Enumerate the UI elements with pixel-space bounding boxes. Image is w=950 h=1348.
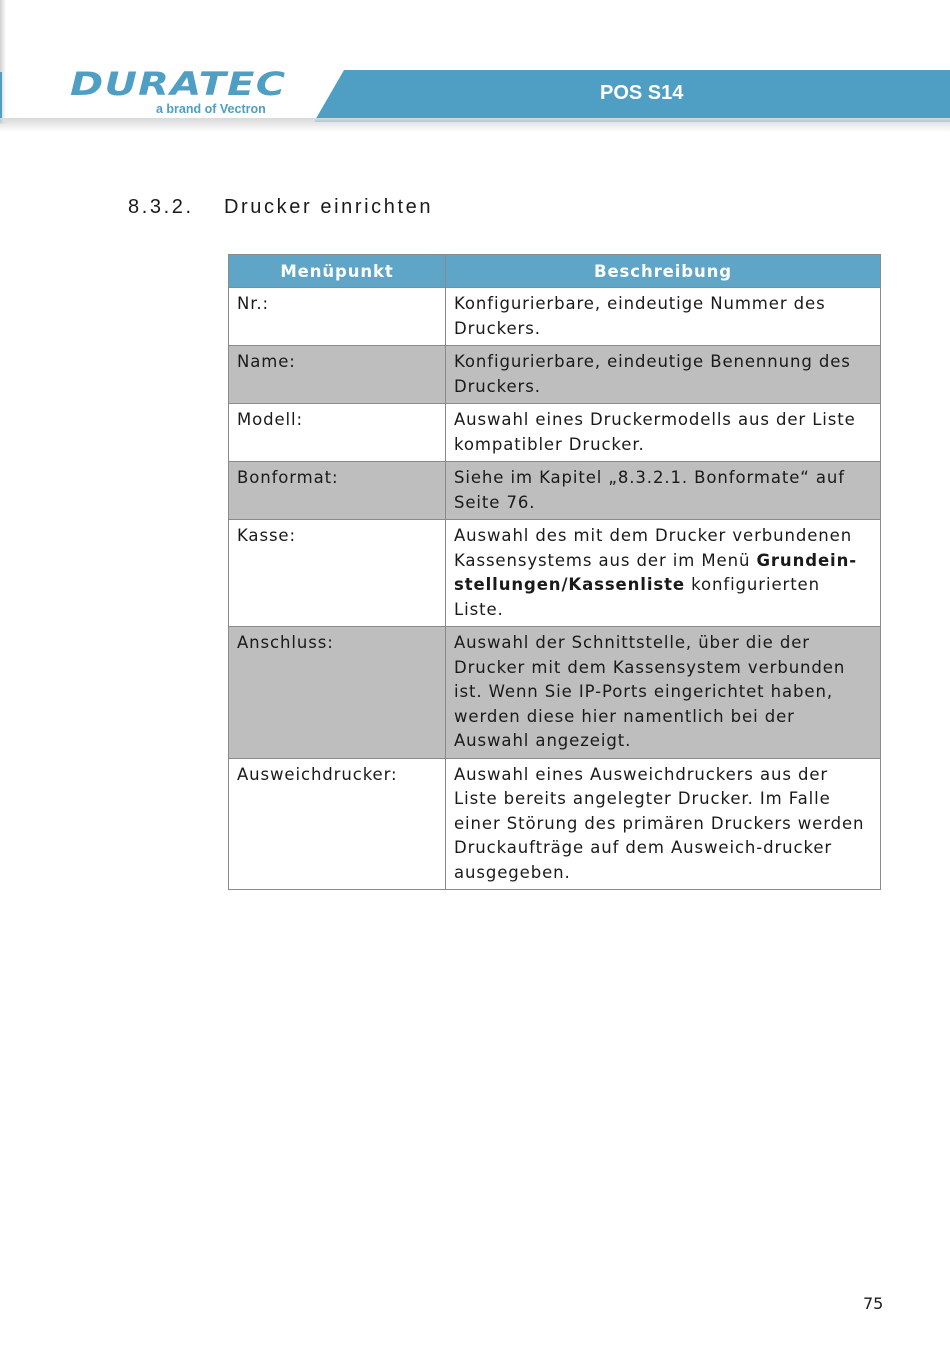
page-header: [0, 0, 950, 130]
column-header-menu-item: Menüpunkt: [229, 255, 446, 288]
duratec-logo: [70, 66, 300, 118]
menu-path-bold: Grundein-stellungen/Kassenliste: [454, 550, 857, 594]
column-header-description: Beschreibung: [446, 255, 881, 288]
table-row: [229, 627, 881, 759]
table-row: [229, 758, 881, 890]
description-cell: Auswahl eines Ausweichdruckers aus der Liste bereits angelegter Drucker. Im Falle einer Störung des primären Druckers werden Druckaufträge auf dem Ausweich-drucker ausgegeben.: [446, 758, 881, 890]
description-cell: [446, 520, 881, 627]
table-row: [229, 346, 881, 404]
menu-item-cell: Name:: [229, 346, 446, 404]
description-cell: Auswahl der Schnittstelle, über die der Drucker mit dem Kassensystem verbunden ist. Wenn Sie IP-Ports eingerichtet haben, werden diese hier namentlich bei der Auswahl angezeigt.: [446, 627, 881, 759]
product-title: POS S14: [600, 82, 684, 104]
logo-subtitle: a brand of Vectron: [156, 102, 266, 116]
printer-settings-table: [228, 254, 881, 890]
description-cell: Konfigurierbare, eindeutige Nummer des Druckers.: [446, 288, 881, 346]
description-text: Auswahl des mit dem Drucker verbundenen Kassensystems aus der im Menü: [454, 526, 853, 570]
description-cell: Siehe im Kapitel „8.3.2.1. Bonformate“ auf Seite 76.: [446, 462, 881, 520]
table-row: [229, 462, 881, 520]
table-row: [229, 288, 881, 346]
menu-item-cell: Ausweichdrucker:: [229, 758, 446, 890]
page-number: 75: [863, 1294, 884, 1313]
product-banner: [314, 70, 950, 122]
header-shadow: [0, 118, 950, 132]
menu-item-cell: Anschluss:: [229, 627, 446, 759]
section-number: 8.3.2.: [128, 196, 194, 218]
header-accent-bar: [0, 72, 2, 122]
section-heading: [128, 196, 433, 219]
section-title: Drucker einrichten: [224, 196, 434, 218]
table-row: [229, 404, 881, 462]
logo-wordmark: DURATEC: [70, 65, 287, 103]
table-header-row: [229, 255, 881, 288]
description-cell: Konfigurierbare, eindeutige Benennung des Druckers.: [446, 346, 881, 404]
menu-item-cell: Nr.:: [229, 288, 446, 346]
menu-item-cell: Kasse:: [229, 520, 446, 627]
table-row: [229, 520, 881, 627]
description-text: konfigurierten Liste.: [454, 575, 820, 619]
menu-item-cell: Modell:: [229, 404, 446, 462]
menu-item-cell: Bonformat:: [229, 462, 446, 520]
description-cell: Auswahl eines Druckermodells aus der Liste kompatibler Drucker.: [446, 404, 881, 462]
